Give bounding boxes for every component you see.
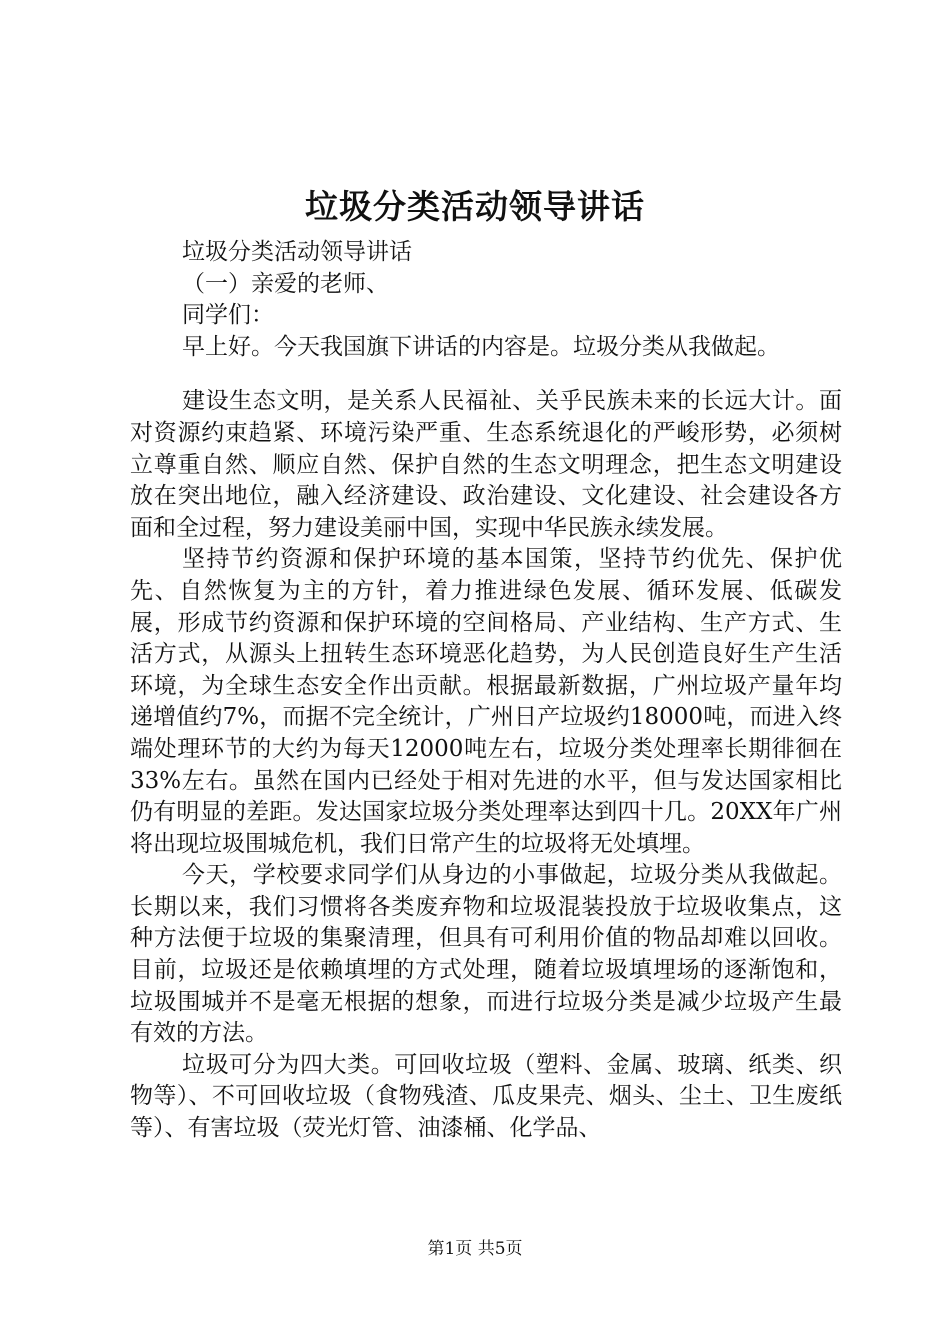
- intro-line-greeting: 早上好。今天我国旗下讲话的内容是。垃圾分类从我做起。: [182, 333, 780, 360]
- intro-line-title: 垃圾分类活动领导讲话: [182, 239, 412, 265]
- intro-line-students: 同学们：: [182, 302, 274, 329]
- intro-line-salutation: （一）亲爱的老师、: [182, 270, 389, 297]
- page-footer: 第1页 共5页: [427, 1239, 523, 1259]
- document-body: [130, 237, 842, 1145]
- paragraph-categories: 垃圾可分为四大类。可回收垃圾（塑料、金属、玻璃、纸类、织物等）、不可回收垃圾（食物残渣、瓜皮果壳、烟头、尘土、卫生废纸等）、有害垃圾（荧光灯管、油漆桶、化学品、: [130, 1051, 842, 1142]
- document-title: 垃圾分类活动领导讲话: [305, 187, 645, 226]
- paragraph-gap: [130, 363, 842, 386]
- paragraph-policy: 坚持节约资源和保护环境的基本国策，坚持节约优先、保护优先、自然恢复为主的方针，着力推进绿色发展、循环发展、低碳发展，形成节约资源和保护环境的空间格局、产业结构、生产方式、生活方式，从源头上扭转生态环境恶化趋势，为人民创造良好生产生活环境，为全球生态安全作出贡献。根据最新数据，广州垃圾产量年均递增值约7%，而据不完全统计，广州日产垃圾约18000吨，而进入终端处理环节的大约为每天12000吨左右，垃圾分类处理率长期徘徊在33%左右。虽然在国内已经处于相对先进的水平，但与发达国家相比仍有明显的差距。发达国家垃圾分类处理率达到四十几。20XX年广州将出现垃圾围城危机，我们日常产生的垃圾将无处填埋。: [130, 546, 842, 857]
- paragraph-school: 今天，学校要求同学们从身边的小事做起，垃圾分类从我做起。长期以来，我们习惯将各类废弃物和垃圾混装投放于垃圾收集点，这种方法便于垃圾的集聚清理，但具有可利用价值的物品却难以回收。目前，垃圾还是依赖填埋的方式处理，随着垃圾填埋场的逐渐饱和，垃圾围城并不是毫无根据的想象，而进行垃圾分类是减少垃圾产生最有效的方法。: [130, 862, 842, 1047]
- paragraph-ecology: 建设生态文明，是关系人民福祉、关乎民族未来的长远大计。面对资源约束趋紧、环境污染严重、生态系统退化的严峻形势，必须树立尊重自然、顺应自然、保护自然的生态文明理念，把生态文明建设放在突出地位，融入经济建设、政治建设、文化建设、社会建设各方面和全过程，努力建设美丽中国，实现中华民族永续发展。: [130, 388, 842, 541]
